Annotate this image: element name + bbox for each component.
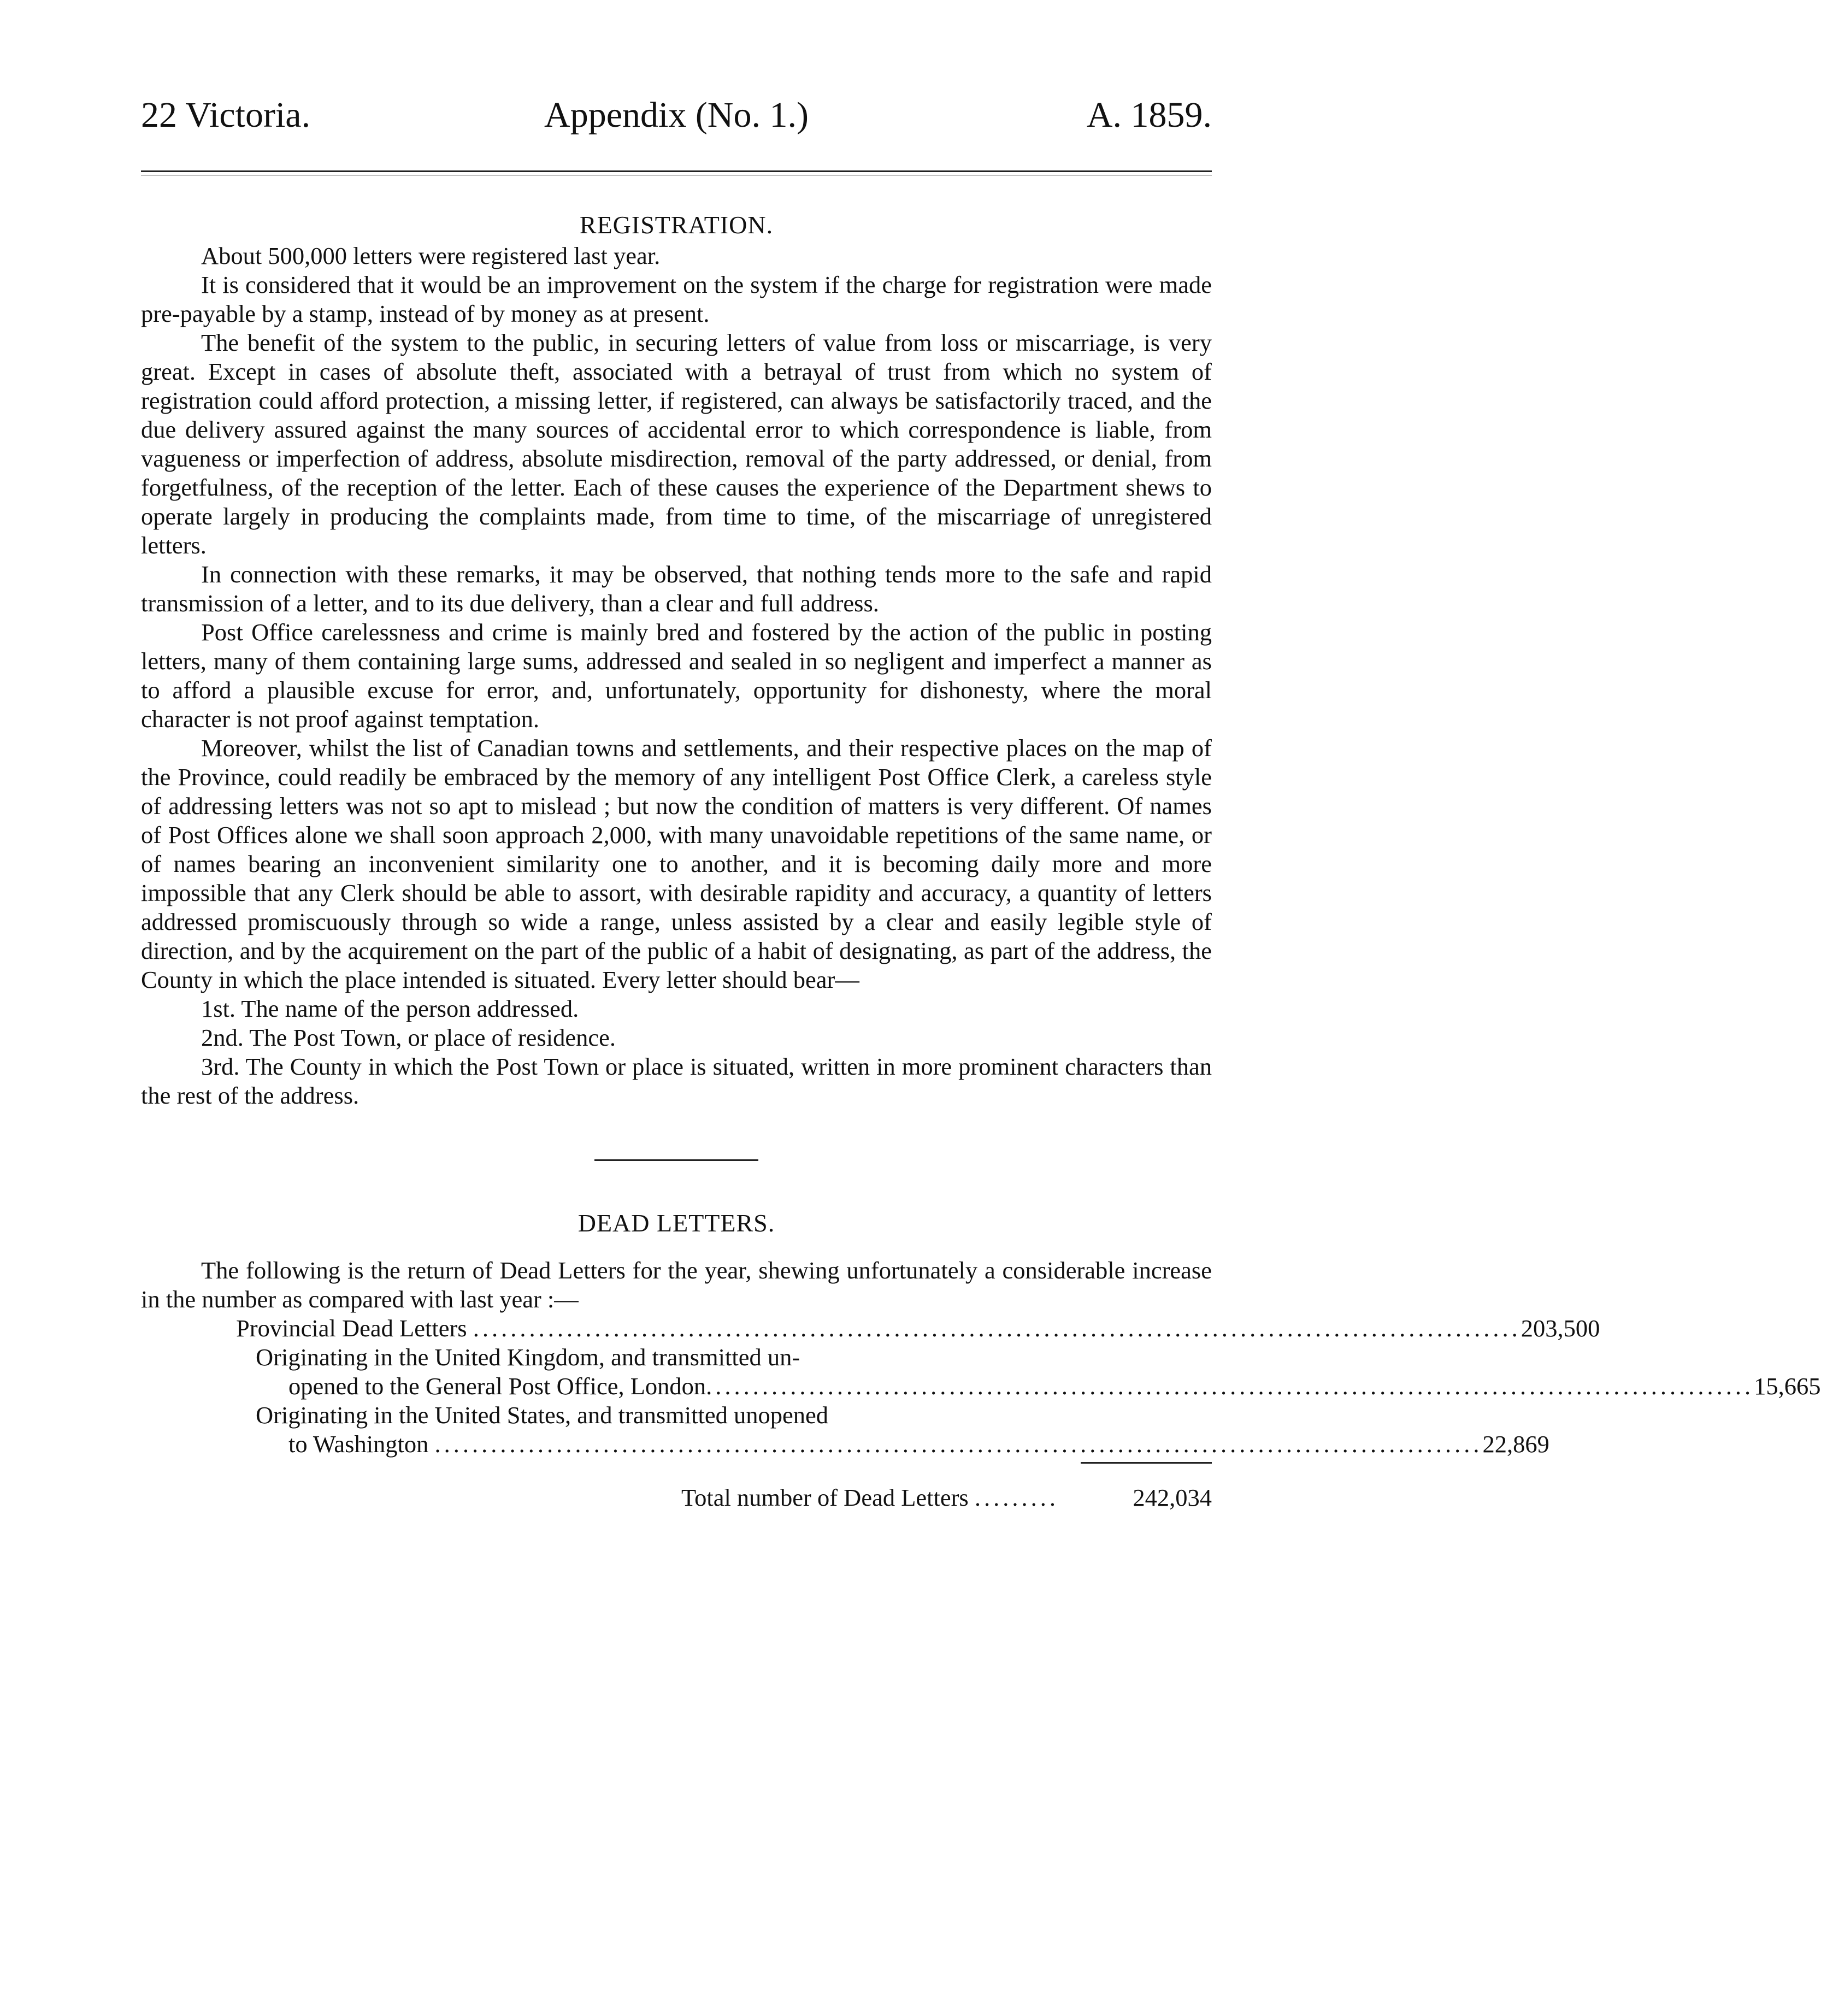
list-item: 3rd. The County in which the Post Town or place is situated, written in more prominent characters than the rest of the address.: [141, 1053, 1212, 1109]
document-body: [141, 209, 1821, 1512]
paragraph: The following is the return of Dead Letters for the year, shewing unfortunately a considerable increase in the number as compared with last year :—: [141, 1257, 1212, 1313]
list-item: 2nd. The Post Town, or place of residence.: [201, 1024, 616, 1051]
total-row: [141, 1483, 1212, 1512]
list-item: 1st. The name of the person addressed.: [201, 995, 579, 1022]
total-label: Total number of Dead Letters: [681, 1484, 969, 1511]
section-divider: [594, 1159, 758, 1161]
row-label: Provincial Dead Letters: [236, 1314, 467, 1342]
table-row: [141, 1314, 1600, 1343]
section-title-dead-letters: DEAD LETTERS.: [577, 1209, 775, 1237]
leader-dots: ................................................................................................................: [473, 1314, 1521, 1342]
table-row: [141, 1401, 1549, 1459]
row-value: 22,869: [1482, 1430, 1549, 1458]
row-label-line: Originating in the United Kingdom, and transmitted un-: [256, 1343, 800, 1371]
leader-dots: ................................................................................................................: [434, 1430, 1483, 1458]
total-value: 242,034: [1133, 1484, 1212, 1511]
dead-letters-table: [141, 1314, 1821, 1512]
row-value: 15,665: [1754, 1372, 1821, 1400]
address-list: [141, 994, 1212, 1110]
paragraph: About 500,000 letters were registered last year.: [201, 242, 661, 269]
sum-rule: [1081, 1462, 1212, 1464]
row-label-line: Originating in the United States, and transmitted unopened: [256, 1401, 829, 1429]
paragraph: Post Office carelessness and crime is mainly bred and fostered by the action of the public in posting letters, many of them containing large sums, addressed and sealed in so negligent and imperfect a manner as to afford a plausible excuse for error, and, unfortunately, opportunity for dishonesty, where the moral character is not proof against temptation.: [141, 618, 1212, 733]
paragraph: It is considered that it would be an improvement on the system if the charge for registration were made pre-payable by a stamp, instead of by money as at present.: [141, 271, 1212, 327]
paragraph: In connection with these remarks, it may be observed, that nothing tends more to the safe and rapid transmission of a letter, and to its due delivery, than a clear and full address.: [141, 561, 1212, 617]
section-title-registration: REGISTRATION.: [579, 211, 774, 239]
leader-dots: ................................................................................................................: [706, 1372, 1754, 1400]
table-row: [141, 1343, 1821, 1401]
dead-letters-section: [141, 1256, 1821, 1512]
row-label: to Washington: [288, 1430, 429, 1458]
leader-dots: .........: [974, 1484, 1059, 1511]
row-value: 203,500: [1521, 1314, 1600, 1342]
paragraph: Moreover, whilst the list of Canadian towns and settlements, and their respective places on the map of the Province, could readily be embraced by the memory of any intelligent Post Office Clerk, a careless style of addressing letters was not so apt to mislead ; but now the condition of matters is very different. Of names of Post Offices alone we shall soon approach 2,000, with many unavoidable repetitions of the same name, or of names bearing an inconvenient similarity one to another, and it is becoming daily more and more impossible that any Clerk should be able to assort, with desirable rapidity and accuracy, a quantity of letters addressed promiscuously through so wide a range, unless assisted by a clear and easily legible style of direction, and by the acquirement on the part of the public of a habit of designating, as part of the address, the County in which the place intended is situated. Every letter should bear—: [141, 734, 1212, 993]
header-session: 22 Victoria.: [141, 95, 311, 135]
header-year: A. 1859.: [1086, 95, 1212, 135]
row-label: opened to the General Post Office, London: [288, 1372, 706, 1400]
header-rule: [141, 170, 1212, 175]
paragraph: The benefit of the system to the public, in securing letters of value from loss or miscarriage, is very great. Except in cases of absolute theft, associated with a betrayal of trust from which no system of registration could afford protection, a missing letter, if registered, can always be satisfactorily traced, and the due delivery assured against the many sources of accidental error to which correspondence is liable, from vagueness or imperfection of address, absolute misdirection, removal of the party addressed, or denial, from forgetfulness, of the reception of the letter. Each of these causes the experience of the Department shews to operate largely in producing the complaints made, from time to time, of the miscarriage of unregistered letters.: [141, 329, 1212, 559]
header-appendix: Appendix (No. 1.): [544, 95, 809, 135]
registration-section: [141, 241, 1212, 1110]
